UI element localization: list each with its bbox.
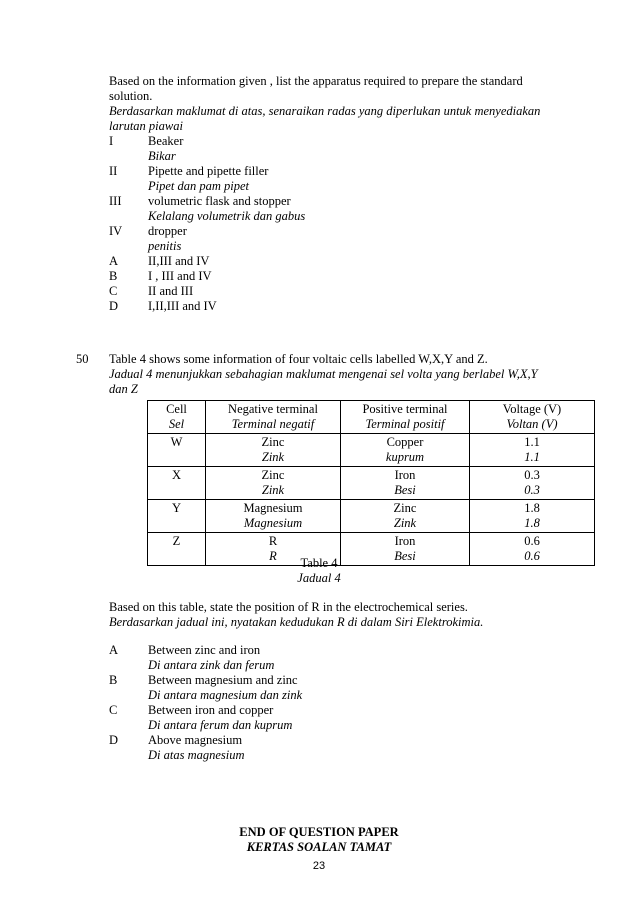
table-row	[148, 467, 595, 500]
cell-label: X	[148, 467, 206, 500]
q49-item-i	[109, 134, 540, 149]
q50-stem-ms-line2: dan Z	[109, 382, 138, 396]
negative-terminal: Zinc Zink	[206, 434, 341, 467]
q49-item-ii	[109, 164, 540, 179]
voltage: 1.1 1.1	[470, 434, 595, 467]
option-en: Between zinc and iron	[148, 643, 261, 657]
q49-option-b[interactable]	[109, 269, 540, 284]
end-of-paper	[169, 825, 469, 855]
negative-terminal: R R	[206, 533, 341, 566]
option-en: Above magnesium	[148, 733, 243, 747]
table-caption-ms: Jadual 4	[297, 571, 341, 585]
positive-terminal: Iron Besi	[341, 467, 470, 500]
option-letter: D	[109, 299, 119, 313]
option-letter: A	[109, 643, 119, 657]
table-row	[148, 434, 595, 467]
q49-item-roman: I	[109, 134, 114, 148]
q50-option-c[interactable]	[109, 703, 302, 718]
q49-item-en: volumetric flask and stopper	[148, 194, 291, 208]
question-number: 50	[76, 352, 89, 366]
voltage: 0.6 0.6	[470, 533, 595, 566]
option-text: II and III	[148, 284, 194, 298]
option-ms: Di atas magnesium	[148, 748, 245, 762]
q50-stem-ms-line1: Jadual 4 menunjukkan sebahagian maklumat mengenai sel volta yang berlabel W,X,Y	[109, 367, 538, 381]
cell-label: Z	[148, 533, 206, 566]
q49-item-roman: II	[109, 164, 118, 178]
option-text: I,II,III and IV	[148, 299, 217, 313]
q49-stem-ms-line1: Berdasarkan maklumat di atas, senaraikan radas yang diperlukan untuk menyediakan	[109, 104, 541, 118]
q50-question-en: Based on this table, state the position of R in the electrochemical series.	[109, 600, 468, 614]
option-en: Between magnesium and zinc	[148, 673, 298, 687]
q49-item-ms: Kelalang volumetrik dan gabus	[148, 209, 306, 223]
option-letter: B	[109, 269, 118, 283]
voltage: 1.8 1.8	[470, 500, 595, 533]
positive-terminal: Copper kuprum	[341, 434, 470, 467]
q50-option-b[interactable]	[109, 673, 302, 688]
option-ms: Di antara magnesium dan zink	[148, 688, 303, 702]
q49-option-c[interactable]	[109, 284, 540, 299]
q49-item-roman: IV	[109, 224, 123, 238]
table-caption-en: Table 4	[300, 556, 338, 570]
negative-terminal: Magnesium Magnesium	[206, 500, 341, 533]
q50-option-d[interactable]	[109, 733, 302, 748]
end-of-paper-en: END OF QUESTION PAPER	[239, 825, 399, 839]
option-letter: C	[109, 284, 118, 298]
voltaic-cells-table	[147, 400, 595, 566]
q50-option-a[interactable]	[109, 643, 302, 658]
header-positive-terminal: Positive terminal Terminal positif	[341, 401, 470, 434]
q50-stem	[109, 352, 538, 397]
q50-stem-en: Table 4 shows some information of four voltaic cells labelled W,X,Y and Z.	[109, 352, 488, 366]
positive-terminal: Iron Besi	[341, 533, 470, 566]
option-text: II,III and IV	[148, 254, 210, 268]
q49-item-ms: Pipet dan pam pipet	[148, 179, 250, 193]
q49-item-iii	[109, 194, 540, 209]
q49-item-ms: penitis	[148, 239, 182, 253]
cell-label: W	[148, 434, 206, 467]
option-ms: Di antara zink dan ferum	[148, 658, 275, 672]
q49-item-iv	[109, 224, 540, 239]
q49-option-a[interactable]	[109, 254, 540, 269]
q49-item-en: Pipette and pipette filler	[148, 164, 269, 178]
q49-stem-en-line2: solution.	[109, 89, 153, 103]
header-voltage: Voltage (V) Voltan (V)	[470, 401, 595, 434]
q49-item-ms: Bikar	[148, 149, 176, 163]
q49-item-en: dropper	[148, 224, 187, 238]
option-text: I , III and IV	[148, 269, 212, 283]
q50-question	[109, 600, 483, 630]
q49-stem-en-line1: Based on the information given , list the apparatus required to prepare the standard	[109, 74, 523, 88]
option-letter: A	[109, 254, 119, 268]
question-49	[109, 74, 540, 314]
option-letter: C	[109, 703, 118, 717]
option-en: Between iron and copper	[148, 703, 274, 717]
table-row	[148, 500, 595, 533]
negative-terminal: Zinc Zink	[206, 467, 341, 500]
table-header-row	[148, 401, 595, 434]
end-of-paper-ms: KERTAS SOALAN TAMAT	[246, 840, 392, 854]
cell-label: Y	[148, 500, 206, 533]
q50-options	[109, 643, 302, 763]
option-letter: D	[109, 733, 119, 747]
q49-option-d[interactable]	[109, 299, 540, 314]
voltage: 0.3 0.3	[470, 467, 595, 500]
table-caption	[219, 556, 419, 586]
option-ms: Di antara ferum dan kuprum	[148, 718, 293, 732]
positive-terminal: Zinc Zink	[341, 500, 470, 533]
q50-question-ms: Berdasarkan jadual ini, nyatakan kedudukan R di dalam Siri Elektrokimia.	[109, 615, 484, 629]
header-negative-terminal: Negative terminal Terminal negatif	[206, 401, 341, 434]
option-letter: B	[109, 673, 118, 687]
q49-item-roman: III	[109, 194, 122, 208]
q49-stem-ms-line2: larutan piawai	[109, 119, 183, 133]
header-cell: Cell Sel	[148, 401, 206, 434]
page-number: 23	[312, 860, 326, 872]
q49-item-en: Beaker	[148, 134, 184, 148]
